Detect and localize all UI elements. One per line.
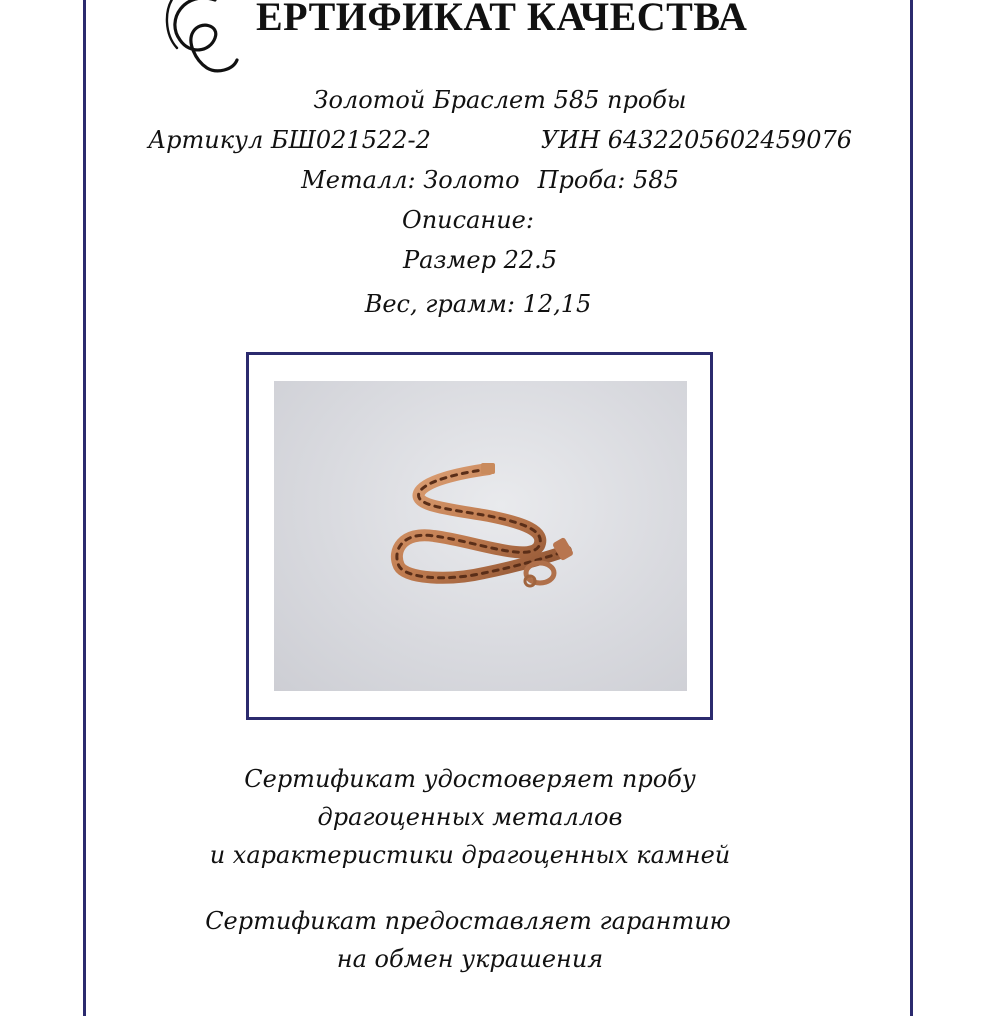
certificate-title: ЕРТИФИКАТ КАЧЕСТВА — [256, 0, 748, 39]
metal-probe-row — [0, 164, 990, 196]
product-name: Золотой Браслет 585 пробы — [313, 86, 687, 114]
monogram-logo — [145, 0, 255, 80]
article-uin-row — [0, 124, 1000, 156]
cert-text-line-1: Сертификат удостоверяет пробу — [244, 765, 696, 793]
cert-text-line-2: драгоценных металлов — [317, 803, 623, 831]
uin-number: УИН 6432205602459076 — [540, 126, 853, 154]
metal-value: Металл: Золото — [301, 166, 520, 194]
description-label: Описание: — [402, 206, 534, 234]
weight-value: Вес, грамм: 12,15 — [364, 290, 592, 318]
guarantee-text-line-1: Сертификат предоставляет гарантию — [205, 907, 731, 935]
article-number: Артикул БШ021522-2 — [147, 126, 431, 154]
cert-text-line-3: и характеристики драгоценных камней — [209, 841, 731, 869]
size-value: Размер 22.5 — [402, 246, 558, 274]
bracelet-image — [274, 381, 687, 691]
product-photo-frame — [246, 352, 713, 720]
probe-value: Проба: 585 — [537, 166, 679, 194]
guarantee-text-line-2: на обмен украшения — [336, 945, 604, 973]
product-photo — [274, 381, 687, 691]
